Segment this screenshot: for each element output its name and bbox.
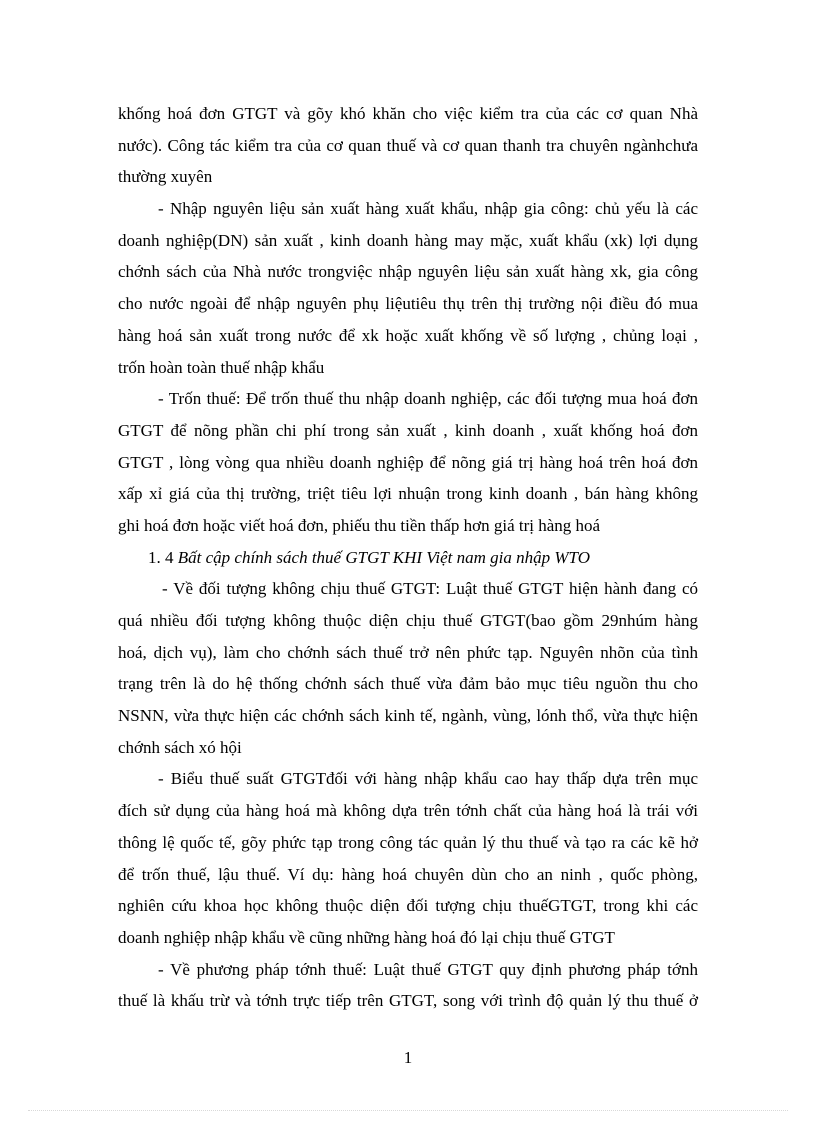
text-line: hoá, dịch vụ), làm cho chớnh sách thuế trở nên phức tạp. Nguyên nhõn của tình <box>118 642 698 662</box>
text-line: NSNN, vừa thực hiện các chớnh sách kinh tế, ngành, vùng, lónh thổ, vừa thực hiện <box>118 706 698 726</box>
text-line: - Trốn thuế: Để trốn thuế thu nhập doanh nghiệp, các đối tượng mua hoá đơn <box>158 389 698 409</box>
text-line: ghi hoá đơn hoặc viết hoá đơn, phiếu thu tiền thấp hơn giá trị hàng hoá <box>118 515 601 535</box>
text-line: xấp xỉ giá của thị trường, triệt tiêu lợi nhuận trong kinh doanh , bán hàng không <box>118 484 698 504</box>
text-line: - Biểu thuế suất GTGTđối với hàng nhập khẩu cao hay thấp dựa trên mục <box>158 769 698 789</box>
text-line: hàng hoá sản xuất trong nước để xk hoặc xuất khống về số lượng , chủng loại , <box>118 325 698 345</box>
text-line: thông lệ quốc tế, gõy phức tạp trong công tác quản lý thu thuế và tạo ra các kẽ hở <box>118 832 698 852</box>
text-line: nước). Công tác kiểm tra của cơ quan thuế và cơ quan thanh tra chuyên ngànhchưa <box>118 135 698 155</box>
text-line: GTGT để nõng phần chi phí trong sản xuất , kinh doanh , xuất khống hoá đơn <box>118 420 698 440</box>
text-line: chớnh sách xó hội <box>118 737 242 757</box>
text-line: GTGT , lòng vòng qua nhiều doanh nghiệp để nõng giá trị hàng hoá trên hoá đơn <box>118 452 698 472</box>
page-number: 1 <box>403 1048 413 1067</box>
text-line: doanh nghiệp nhập khẩu về cũng những hàng hoá đó lại chịu thuế GTGT <box>118 927 615 947</box>
text-line: đích sử dụng của hàng hoá mà không dựa trên tớnh chất của hàng hoá là trái với <box>118 801 698 821</box>
section-title: Bất cập chính sách thuế GTGT KHI Việt nam gia nhập WTO <box>177 547 590 567</box>
text-line: quá nhiều đối tượng không thuộc diện chịu thuế GTGT(bao gồm 29nhúm hàng <box>118 611 698 630</box>
text-line: thuế là khấu trừ và tớnh trực tiếp trên GTGT, song với trình độ quản lý thu thuế ở <box>118 991 698 1011</box>
text-line: nghiên cứu khoa học không thuộc diện đối tượng chịu thuếGTGT, trong khi các <box>118 896 698 916</box>
section-number: 1. 4 <box>148 547 178 567</box>
page-bottom-rule <box>28 1110 788 1111</box>
text-line: thường xuyên <box>118 167 213 187</box>
text-line: - Về phương pháp tớnh thuế: Luật thuế GTGT quy định phương pháp tớnh <box>158 959 698 979</box>
text-line: trốn hoàn toàn thuế nhập khẩu <box>118 357 325 377</box>
text-line: khống hoá đơn GTGT và gõy khó khăn cho việc kiểm tra của các cơ quan Nhà <box>118 104 698 123</box>
text-line: trạng trên là do hệ thống chớnh sách thuế vừa đảm bảo mục tiêu nguồn thu cho <box>118 674 698 694</box>
text-line: - Về đối tượng không chịu thuế GTGT: Luật thuế GTGT hiện hành đang có <box>162 579 698 599</box>
text-line: doanh nghiệp(DN) sản xuất , kinh doanh hàng may mặc, xuất khẩu (xk) lợi dụng <box>118 230 698 250</box>
body-text <box>118 98 698 1017</box>
text-line: chớnh sách của Nhà nước trongviệc nhập nguyên liệu sản xuất hàng xk, gia công <box>118 262 698 282</box>
text-line: - Nhập nguyên liệu sản xuất hàng xuất khẩu, nhập gia công: chủ yếu là các <box>158 199 698 219</box>
text-line: để trốn thuế, lậu thuế. Ví dụ: hàng hoá chuyên dùn cho an ninh , quốc phòng, <box>118 864 698 884</box>
section-heading <box>118 542 698 574</box>
text-line: cho nước ngoài để nhập nguyên phụ liệutiêu thụ trên thị trường nội điều đó mua <box>118 294 698 314</box>
